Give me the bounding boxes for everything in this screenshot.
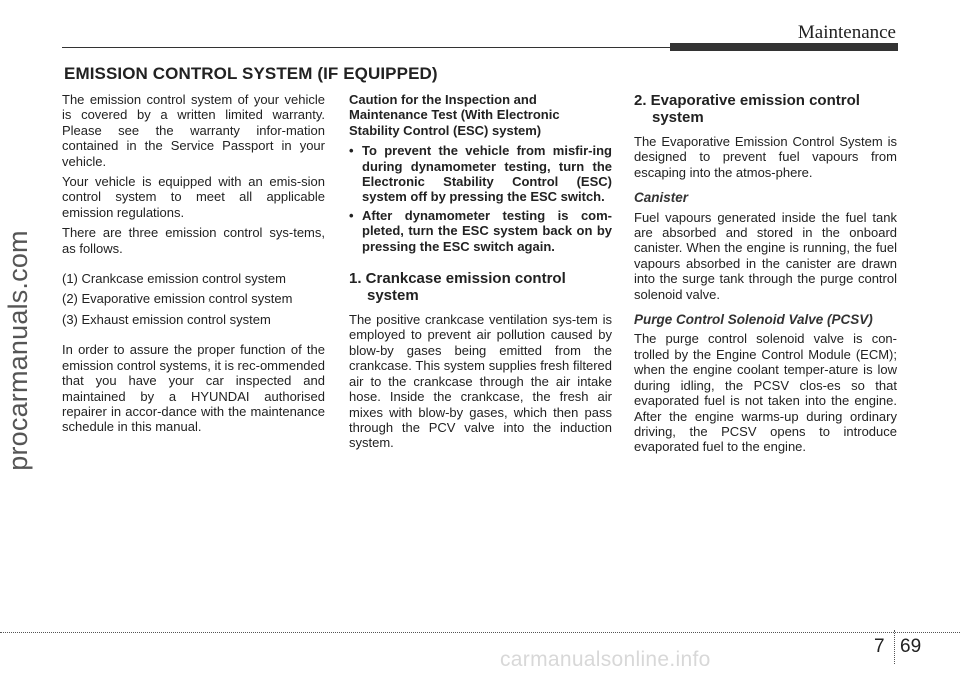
paragraph-warranty: The emission control system of your vehicle is covered by a written limited warranty. Please see the warranty infor-mation contained in the Service Passport in your vehicle. <box>62 92 325 169</box>
section-name: Maintenance <box>797 22 896 43</box>
paragraph-equipped: Your vehicle is equipped with an emis-sion control system to meet all applicable emission regulations. <box>62 174 325 220</box>
side-watermark <box>0 90 38 610</box>
chapter-number: 7 <box>874 636 885 657</box>
header-rule <box>62 47 670 48</box>
heading-crankcase: 1. Crankcase emission control system <box>349 270 566 305</box>
side-watermark-text: procarmanuals.com <box>2 229 33 471</box>
column-3 <box>634 92 897 460</box>
heading-pcsv: Purge Control Solenoid Valve (PCSV) <box>634 312 873 328</box>
bullet-text: After dynamometer testing is com-pleted, turn the ESC system back on by pressing the ESC switch again. <box>362 207 612 254</box>
list-item: (1) Crankcase emission control system <box>62 271 286 287</box>
bullet-mark: • <box>349 207 354 223</box>
paragraph-canister: Fuel vapours generated inside the fuel tank are absorbed and stored in the onboard canister. When the engine is running, the fuel vapours absorbed in the canister are drawn into the surge tank through the purge control solenoid valve. <box>634 209 897 302</box>
heading-evaporative: 2. Evaporative emission control system <box>634 92 860 126</box>
spacer <box>62 332 325 342</box>
page-title: EMISSION CONTROL SYSTEM (IF EQUIPPED) <box>64 64 438 83</box>
spacer <box>62 261 325 271</box>
paragraph-evaporative: The Evaporative Emission Control System is designed to prevent fuel vapours from escaping into the atmos-phere. <box>634 134 897 180</box>
footer-watermark: carmanualsonline.info <box>500 648 711 671</box>
list-item: (3) Exhaust emission control system <box>62 311 271 327</box>
header-bar <box>670 43 898 51</box>
column-1 <box>62 92 325 440</box>
bullet-mark: • <box>349 143 354 159</box>
caution-title: Caution for the Inspection and Maintenance Test (With Electronic Stability Control (ESC) system) <box>349 92 560 138</box>
bullet-item <box>349 208 612 254</box>
bullet-item <box>349 143 612 205</box>
page-separator <box>894 630 895 664</box>
bullet-text: To prevent the vehicle from misfir-ing during dynamometer testing, turn the Electronic Stability Control (ESC) system off by pressing the ESC switch. <box>362 143 612 205</box>
list-item: (2) Evaporative emission control system <box>62 291 293 307</box>
page-number: 69 <box>900 636 922 657</box>
paragraph-maintenance: In order to assure the proper function of the emission control systems, it is rec-ommended that you have your car inspected and maintained by a HYUNDAI authorised repairer in accor-dance with the maintenance schedule in this manual. <box>62 342 325 435</box>
column-2 <box>349 92 612 456</box>
heading-canister: Canister <box>634 190 689 206</box>
paragraph-three-systems: There are three emission control sys-tems, as follows. <box>62 225 325 256</box>
footer-rule <box>0 632 960 633</box>
paragraph-pcsv: The purge control solenoid valve is con-trolled by the Engine Control Module (ECM); when the engine coolant temper-ature is low during idling, the PCSV clos-es so that evaporated fuel is not taken into the engine. After the engine warms-up during ordinary driving, the PCSV opens to introduce evaporated fuel to the engine. <box>634 331 897 455</box>
paragraph-crankcase: The positive crankcase ventilation sys-tem is employed to prevent air pollution caused by blow-by gases being emitted from the crankcase. This system supplies fresh filtered air to the crankcase through the air intake hose. Inside the crankcase, the fresh air mixes with blow-by gases, which then pass through the PCV valve into the induction system. <box>349 312 612 451</box>
